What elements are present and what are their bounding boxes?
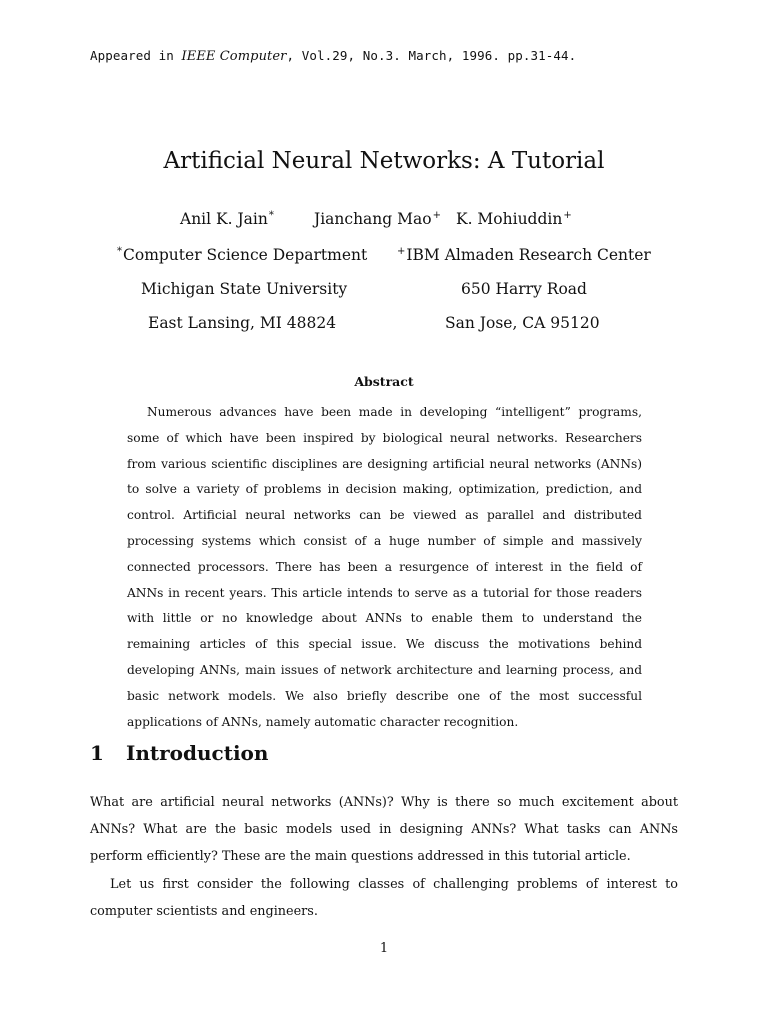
section-heading-introduction [90, 741, 268, 765]
affiliation-2-address: 650 Harry Road [461, 280, 587, 298]
author-2 [314, 210, 441, 228]
author-mark: + [563, 210, 572, 221]
section-title: Introduction [126, 741, 269, 765]
affiliation-1-department: *Computer Science Department [117, 246, 368, 264]
page-number: 1 [379, 941, 389, 956]
journal-reference [90, 48, 576, 64]
paper-title: Artificial Neural Networks: A Tutorial [163, 148, 605, 174]
author-name: Jianchang Mao [314, 210, 432, 228]
abstract-text: Numerous advances have been made in developing “intelligent” programs, some of which have been inspired by biological neural networks. Researchers from various scientific disciplines are designing artificial neural networks (ANNs) to solve a variety of problems in decision making, optimization, prediction, and control. Artificial neural networks can be viewed as parallel and distributed processing systems which consist of a huge number of simple and massively connected processors. There has been a resurgence of interest in the field of ANNs in recent years. This article intends to serve as a tutorial for those readers with little or no knowledge about ANNs to enable them to understand the remaining articles of this special issue. We discuss the motivations behind developing ANNs, main issues of network architecture and learning process, and basic network models. We also briefly describe one of the most successful applications of ANNs, namely automatic character recognition. [127, 405, 642, 729]
journal-reference-prefix: Appeared in [90, 48, 182, 63]
author-3 [456, 210, 572, 228]
affiliation-2-location: San Jose, CA 95120 [445, 314, 600, 332]
affiliation-mark: * [117, 246, 122, 257]
author-mark: + [432, 210, 441, 221]
author-mark: * [268, 210, 274, 221]
abstract-heading: Abstract [354, 374, 414, 389]
affiliation-1-institution: Michigan State University [141, 280, 348, 298]
body-paragraph-1: What are artificial neural networks (ANNs)? Why is there so much excitement about ANNs? What are the basic models used in designing ANNs? What tasks can ANNs perform efficiently? These are the main questions addressed in this tutorial article. [90, 795, 678, 865]
author-name: Anil K. Jain [180, 210, 268, 228]
affiliation-2-department: +IBM Almaden Research Center [397, 246, 651, 264]
section-number: 1 [90, 741, 104, 765]
author-name: K. Mohiuddin [456, 210, 563, 228]
body-paragraph-2: Let us first consider the following classes of challenging problems of interest to computer scientists and engineers. [90, 877, 678, 920]
journal-reference-suffix: , Vol.29, No.3. March, 1996. pp.31-44. [286, 48, 577, 63]
author-1 [180, 210, 274, 228]
affiliation-mark: + [397, 246, 406, 257]
affiliation-1-location: East Lansing, MI 48824 [148, 314, 337, 332]
journal-venue: IEEE Computer [181, 49, 287, 64]
